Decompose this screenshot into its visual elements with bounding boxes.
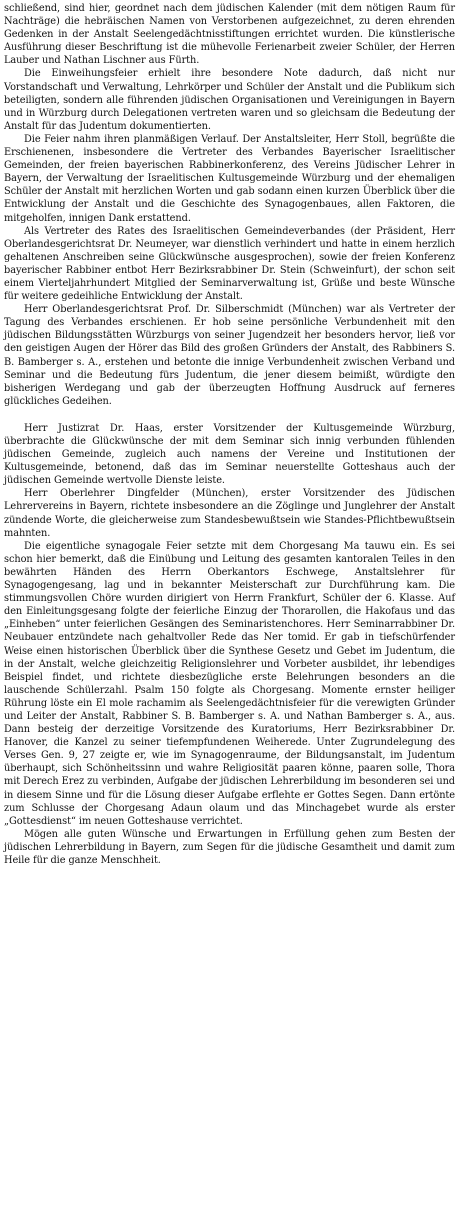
- article-block-synagogue: [4, 422, 455, 867]
- paragraph-silberschmidt: Herr Oberlandesgerichtsrat Prof. Dr. Silberschmidt (München) war als Vertreter der Tagung des Verbandes erschienen. Er hob seine persönliche Verbundenheit mit den jüdischen Bildungsstätten Würzburgs von seiner Jugendzeit her besonders hervor, ließ vor den geistigen Augen der Hörer das Bild des großen Gründers der Anstalt, des Rabbiners S. B. Bamberger s. A., erstehen und betonte die innige Verbundenheit zwischen Verband und Seminar und die Bedeutung fürs Judentum, die jener diesem beimißt, würdigte den bisherigen Werdegang und gab der überzeugten Hoffnung Ausdruck auf ferneres glückliches Gedeihen.: [4, 304, 455, 407]
- paragraph-ceremony-opening: Die Feier nahm ihren planmäßigen Verlauf. Der Anstaltsleiter, Herr Stoll, begrüßte die Erschienenen, insbesondere die Vertreter des Verbandes Bayerischer Israelitischer Gemeinden, der freien bayerischen Rabbinerkonferenz, des Vereins Jüdischer Lehrer in Bayern, der Verwaltung der Israelitischen Kultusgemeinde Würzburg und der ehemaligen Schüler der Anstalt mit herzlichen Worten und gab sodann einen kurzen Überblick über die Entwicklung der Anstalt und die Geschichte des Synagogenbaues, allen Faktoren, die mitgeholfen, innigen Dank erstattend.: [4, 133, 455, 224]
- paragraph-dingfelder: Herr Oberlehrer Dingfelder (München), erster Vorsitzender des Jüdischen Lehrervereins in Bayern, richtete insbesondere an die Zöglinge und Junglehrer der Anstalt zündende Worte, die gleicherweise zum Standesbewußtsein wie Standes-Pflichtbewußtsein mahnten.: [4, 488, 455, 539]
- section-gap: [4, 408, 455, 422]
- paragraph-consecration: Die Einweihungsfeier erhielt ihre besondere Note dadurch, daß nicht nur Vorstandschaft und Verwaltung, Lehrkörper und Schüler der Anstalt und die Publikum sich beteiligten, sondern alle führenden jüdischen Organisationen und Vereinigungen in Bayern und in Würzburg durch Delegationen vertreten waren und so gleichsam die Bedeutung der Anstalt für das Judentum dokumentierten.: [4, 68, 455, 132]
- paragraph-synagogal-ceremony: Die eigentliche synagogale Feier setzte mit dem Chorgesang Ma tauwu ein. Es sei schon hier bemerkt, daß die Einübung und Leitung des gesamten kantoralen Teiles in den bewährten Händen des Herrn Oberkantors Eschwege, Anstaltslehrer für Synagogengesang, lag und in bekannter Meisterschaft zur Durchführung kam. Die stimmungsvollen Chöre wurden dirigiert von Herrn Frankfurt, Schüler der 6. Klasse. Auf den Einleitungsgesang folgte der feierliche Einzug der Thorarollen, die Hakofaus und das „Einheben“ unter feierlichen Gesängen des Seminaristenchores. Herr Seminarrabbiner Dr. Neubauer entzündete nach gehaltvoller Rede das Ner tomid. Er gab in tiefschürfender Weise einen historischen Überblick über die Synthese Gesetz und Gebet im Judentum, die in der Anstalt, welche gleichzeitig Religionslehrer und Vorbeter ausbildet, ihr lebendiges Beispiel findet, und richtete diesbezügliche erste Belehrungen besonders an die lauschende Schülerzahl. Psalm 150 folgte als Chorgesang. Momente ernster heiliger Rührung löste ein El mole rachamim als Seelengedächtnisfeier für die verewigten Gründer und Leiter der Anstalt, Rabbiner S. B. Bamberger s. A. und Nathan Bamberger s. A., aus. Dann besteig der derzeitige Vorsitzende des Kuratoriums, Herr Bezirksrabbiner Dr. Hanover, die Kanzel zu seiner tiefempfundenen Weiherede. Unter Zugrundelegung des Verses Gen. 9, 27 zeigte er, wie im Synagogenraume, der Bildungsanstalt, im Judentum überhaupt, sich Schönheitssinn und wahre Religiosität paaren könne, paaren solle, Thora mit Derech Erez zu verbinden, Aufgabe der jüdischen Lehrerbildung im besonderen sei und in diesem Sinne und für die Lösung dieser Aufgabe erflehte er Gottes Segen. Dann ertönte zum Schlusse der Chorgesang Adaun olaum und das Minchagebet wurde als erster „Gottesdienst“ im neuen Gotteshause verrichtet.: [4, 540, 455, 827]
- paragraph-council-greeting: Als Vertreter des Rates des Israelitischen Gemeindeverbandes (der Präsident, Herr Oberlandesgerichtsrat Dr. Neumeyer, war dienstlich verhindert und hatte in einem herzlich gehaltenen Anschreiben seine Glückwünsche ausgesprochen), sowie der freien Konferenz bayerischer Rabbiner entbot Herr Bezirksrabbiner Dr. Stein (Schweinfurt), der schon seit einem Vierteljahrhundert Mitglied der Seminarverwaltung ist, Grüße und beste Wünsche für weitere gedeihliche Entwicklung der Anstalt.: [4, 225, 455, 303]
- paragraph-closing-wishes: Mögen alle guten Wünsche und Erwartungen in Erfüllung gehen zum Besten der jüdischen Lehrerbildung in Bayern, zum Segen für die jüdische Gesamtheit und damit zum Heile für die ganze Menschheit.: [4, 828, 455, 866]
- article-block-continued: [4, 2, 455, 408]
- paragraph-inscription: schließend, sind hier, geordnet nach dem jüdischen Kalender (mit dem nötigen Raum für Nachträge) die hebräischen Namen von Verstorbenen aufgezeichnet, zu deren ehrenden Gedenken in der Anstalt Seelengedächtnisstiftungen errichtet wurden. Die künstlerische Ausführung dieser Beschriftung ist die mühevolle Ferienarbeit zweier Schüler, der Herren Lauber und Nathan Lischner aus Fürth.: [4, 3, 455, 67]
- paragraph-haas: Herr Justizrat Dr. Haas, erster Vorsitzender der Kultusgemeinde Würzburg, überbrachte die Glückwünsche der mit dem Seminar sich innig verbunden fühlenden jüdischen Gemeinde, zugleich auch namens der Vereine und Institutionen der Kultusgemeinde, betonend, daß das im Seminar neuerstellte Gotteshaus auch der jüdischen Gemeinde wertvolle Dienste leiste.: [4, 422, 455, 487]
